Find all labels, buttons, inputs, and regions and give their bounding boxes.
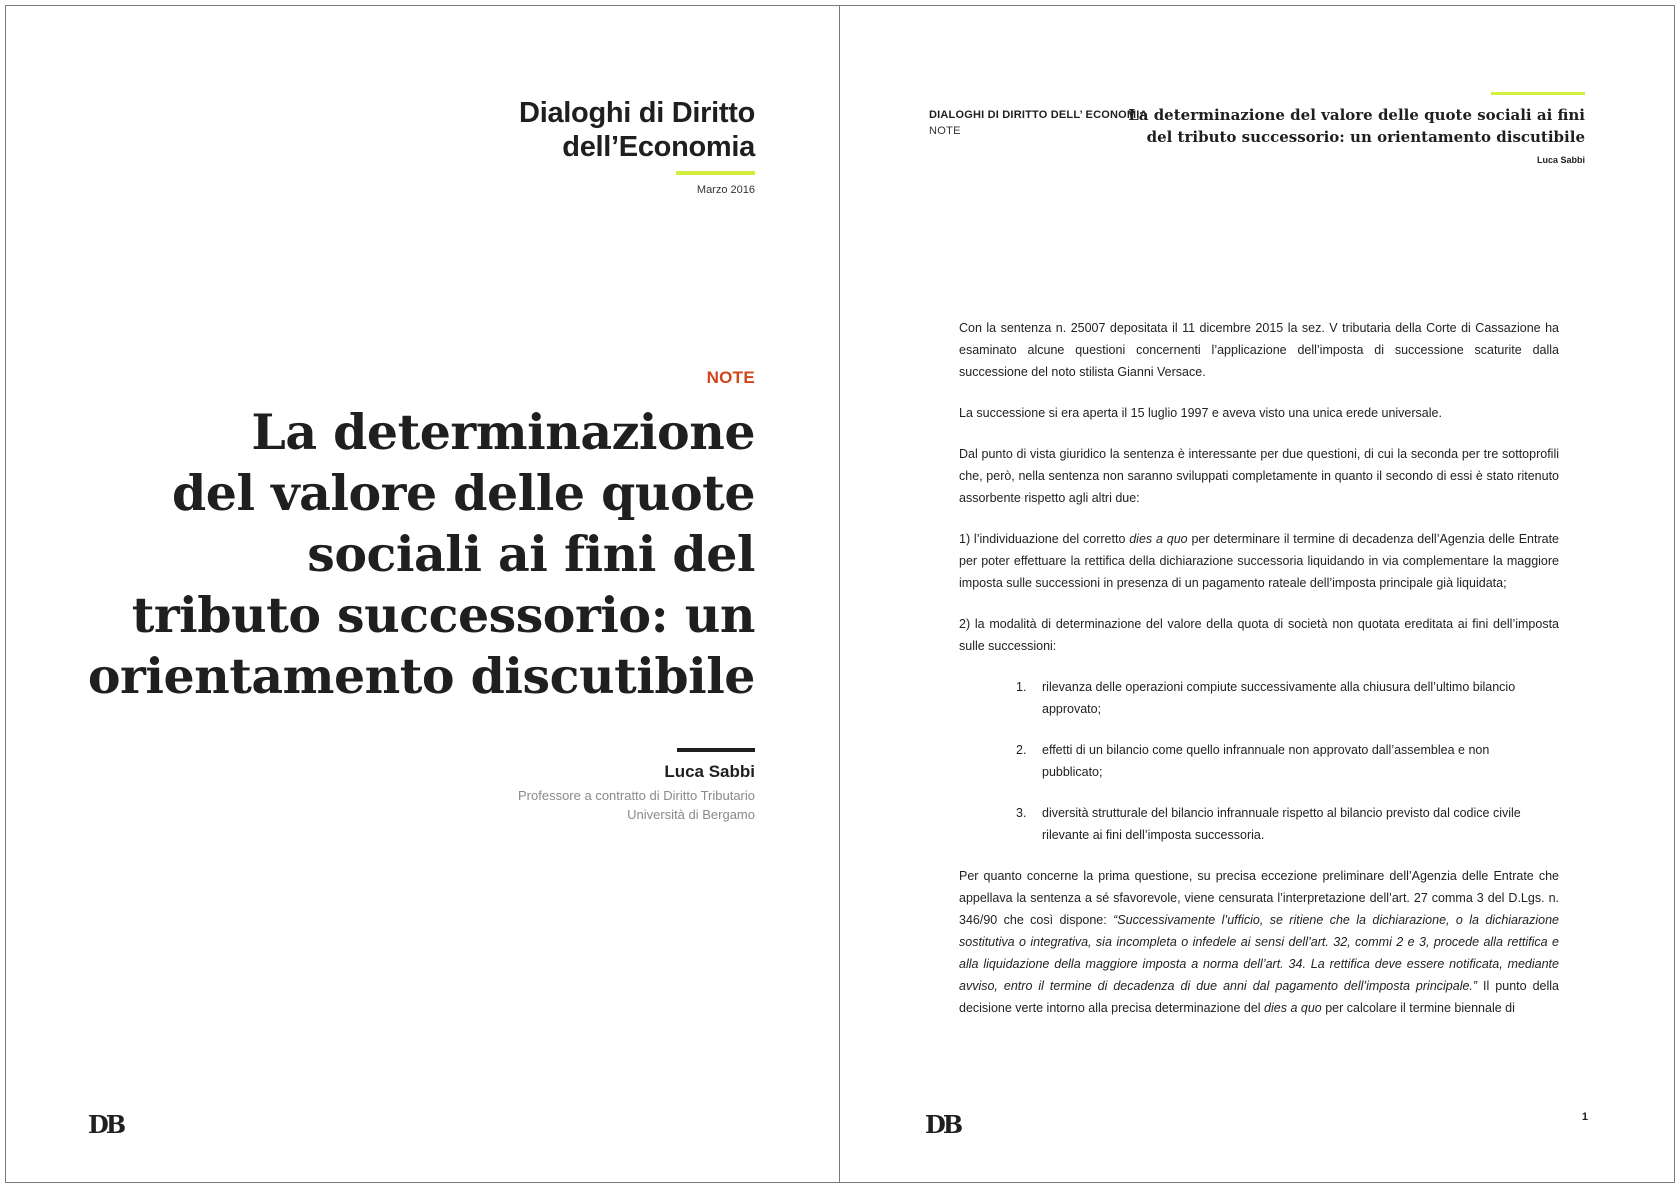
- author-affiliation: [518, 786, 755, 824]
- article-title-line: orientamento discutibile: [87, 647, 755, 705]
- running-header-author: Luca Sabbi: [1536, 155, 1585, 165]
- legal-quote: “Successivamente l’ufficio, se ritiene che la dichiarazione, o la dichiarazione sostitutiva o integrativa, sia incompleta o infedele ai sensi dell’art. 32, commi 2 e 3, procede alla rettifica e alla liquidazione della maggiore imposta a norma dell’art. 34. La rettifica deve essere notificata, mediante avviso, entro il termine di decadenza di due anni dal pagamento dell’imposta principale.”: [959, 913, 1559, 993]
- db-logo: DB: [88, 1110, 124, 1139]
- list-item: [959, 802, 1559, 846]
- article-title-line: sociali ai fini del: [307, 525, 755, 583]
- running-header-section: NOTE: [929, 125, 961, 137]
- issue-date: Marzo 2016: [696, 184, 755, 196]
- author-name: Luca Sabbi: [664, 762, 755, 781]
- article-title-line: La determinazione: [251, 403, 755, 461]
- db-logo: DB: [925, 1110, 961, 1139]
- point-one-text: 1) l’individuazione del corretto: [959, 532, 1130, 546]
- list-item-number: 2.: [1016, 743, 1027, 757]
- paragraph-text: Per quanto concerne la prima questione, su precisa eccezione preliminare dell’Agenzia delle Entrate che appellava la sentenza a sé sfavorevole, viene censurata l’interpretazione dell’art. 27 comma 3 del D.Lgs. n. 346/90 che così dispone:: [959, 869, 1559, 927]
- article-title: [88, 402, 755, 707]
- article-title-line: del valore delle quote: [172, 464, 755, 522]
- paragraph: Dal punto di vista giuridico la sentenza è interessante per due questioni, di cui la seconda per tre sottoprofili che, però, nella sentenza non saranno sviluppati completamente in quanto il secondo di essi è stato ritenuto assorbente rispetto agli altri due:: [959, 447, 1559, 505]
- running-header-title-line: La determinazione del valore delle quote sociali ai fini: [1128, 106, 1585, 124]
- article-page: [840, 6, 1674, 1182]
- accent-rule: [676, 171, 755, 175]
- journal-title-line: dell’Economia: [562, 131, 755, 163]
- section-tag: NOTE: [706, 368, 755, 387]
- running-header-title: [1128, 104, 1585, 148]
- point-one: [959, 528, 1559, 594]
- list-item-text: rilevanza delle operazioni compiute successivamente alla chiusura dell’ultimo bilancio approvato;: [1042, 680, 1516, 716]
- list-item-text: effetti di un bilancio come quello infrannuale non approvato dall’assemblea e non pubblicato;: [1042, 743, 1490, 779]
- running-header-title-line: del tributo successorio: un orientamento discutibile: [1146, 128, 1585, 146]
- point-one-italic: dies a quo: [1129, 532, 1188, 546]
- article-body: [959, 317, 1559, 1038]
- running-header-journal: DIALOGHI DI DIRITTO DELL’ ECONOMIA: [929, 109, 1148, 121]
- paragraph: [959, 865, 1559, 1019]
- article-title-line: tributo successorio: un: [131, 586, 755, 644]
- point-two: 2) la modalità di determinazione del valore della quota di società non quotata ereditata ai fini dell’imposta sulle successioni:: [959, 617, 1559, 653]
- list-item-number: 1.: [1016, 680, 1027, 694]
- affiliation-line: Università di Bergamo: [627, 807, 755, 822]
- list-item: [959, 676, 1559, 720]
- point-one-text: per determinare il termine di decadenza dell’Agenzia delle Entrate per poter effettuare la rettifica della dichiarazione successoria liquidando in via complementare la maggiore imposta sulle successioni in presenza di un pagamento rateale dell’imposta principale già liquidata;: [959, 532, 1560, 590]
- paragraph: La successione si era aperta il 15 luglio 1997 e aveva visto una unica erede universale.: [959, 406, 1442, 420]
- subpoint-list: [959, 676, 1559, 846]
- journal-title: [519, 96, 755, 164]
- journal-title-line: Dialoghi di Diritto: [519, 97, 755, 129]
- list-item: [959, 739, 1559, 783]
- list-item-text: diversità strutturale del bilancio infrannuale rispetto al bilancio previsto dal codice civile rilevante ai fini dell’imposta successoria.: [1042, 806, 1521, 842]
- paragraph-italic: dies a quo: [1264, 1001, 1322, 1015]
- author-rule: [677, 748, 755, 752]
- affiliation-line: Professore a contratto di Diritto Tributario: [518, 788, 755, 803]
- list-item-number: 3.: [1016, 806, 1027, 820]
- paragraph-text: Il punto della decisione verte intorno alla precisa determinazione del: [959, 979, 1559, 1015]
- cover-page: [6, 6, 839, 1182]
- page-number: 1: [1581, 1111, 1588, 1123]
- paragraph: Con la sentenza n. 25007 depositata il 11 dicembre 2015 la sez. V tributaria della Corte di Cassazione ha esaminato alcune questioni concernenti l’applicazione dell’imposta di successione scaturite dalla successione del noto stilista Gianni Versace.: [959, 321, 1559, 379]
- paragraph-text: per calcolare il termine biennale di: [1321, 1001, 1515, 1015]
- running-header-accent-rule: [1491, 92, 1585, 95]
